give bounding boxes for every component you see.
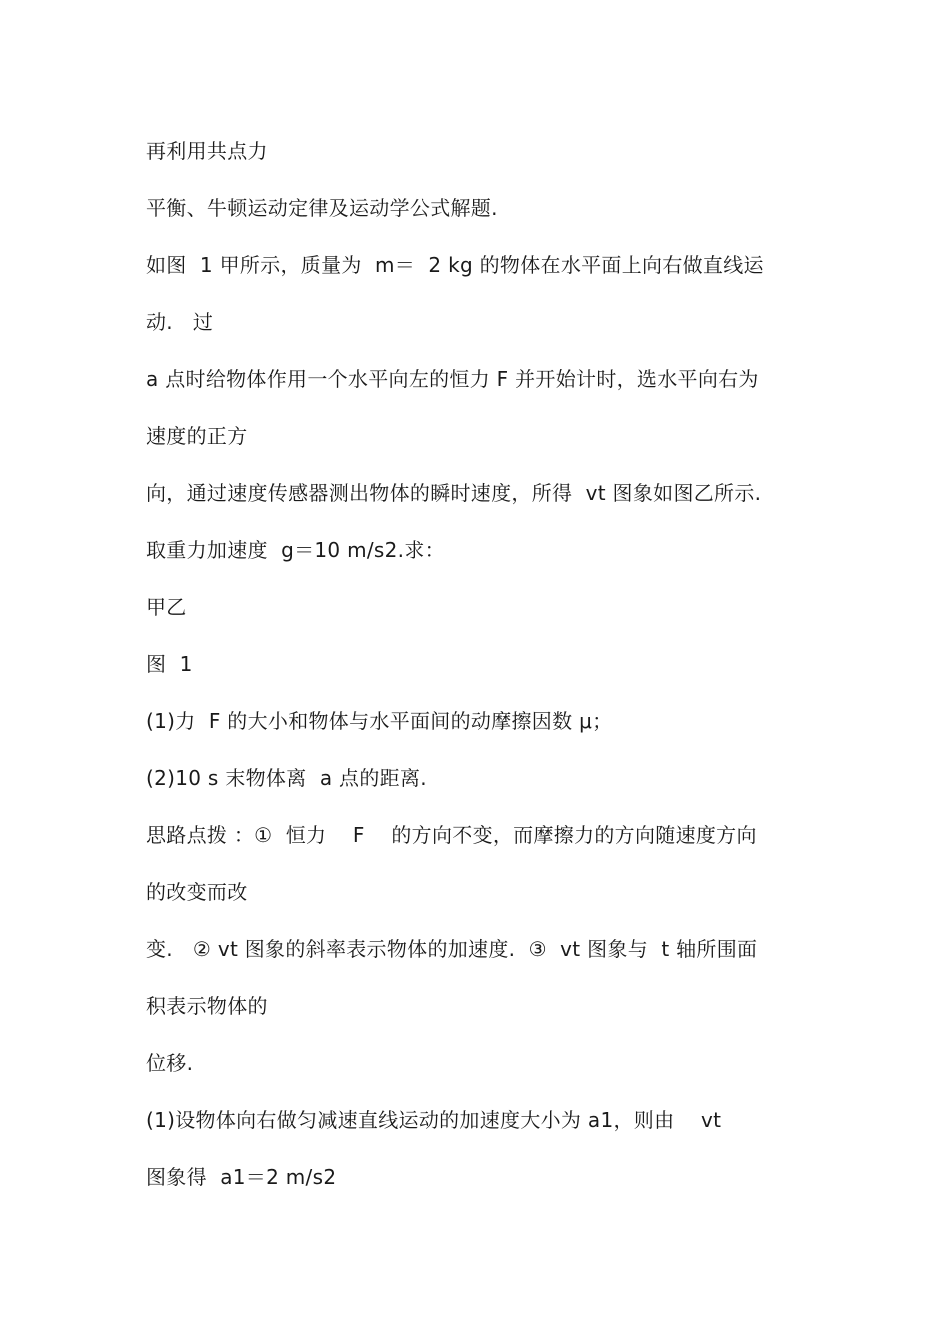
text-line-9: 甲乙 <box>146 595 187 619</box>
text-line-16: 积表示物体的 <box>146 994 268 1018</box>
text-line-1: 再利用共点力 <box>146 139 268 163</box>
text-line-3: 如图 1 甲所示，质量为 m＝ 2 kg 的物体在水平面上向右做直线运 <box>146 253 764 277</box>
text-line-8: 取重力加速度 g＝10 m/s2.求： <box>146 538 445 562</box>
text-line-17: 位移. <box>146 1051 194 1075</box>
text-line-15: 变. ② vt 图象的斜率表示物体的加速度. ③ vt 图象与 t 轴所围面 <box>146 937 758 961</box>
text-line-14: 的改变而改 <box>146 880 248 904</box>
text-line-7: 向，通过速度传感器测出物体的瞬时速度，所得 vt 图象如图乙所示. <box>146 481 762 505</box>
text-line-4: 动. 过 <box>146 310 214 334</box>
text-line-10: 图 1 <box>146 652 193 676</box>
text-line-2: 平衡、牛顿运动定律及运动学公式解题. <box>146 196 498 220</box>
text-line-12: (2)10 s 末物体离 a 点的距离. <box>146 766 427 790</box>
text-line-6: 速度的正方 <box>146 424 248 448</box>
text-line-19: 图象得 a1＝2 m/s2 <box>146 1165 337 1189</box>
text-line-13: 思路点拨 ：① 恒力 F 的方向不变，而摩擦力的方向随速度方向 <box>146 823 757 847</box>
text-line-5: a 点时给物体作用一个水平向左的恒力 F 并开始计时，选水平向右为 <box>146 367 759 391</box>
text-line-18: (1)设物体向右做匀减速直线运动的加速度大小为 a1，则由 vt <box>146 1108 722 1132</box>
text-line-11: (1)力 F 的大小和物体与水平面间的动摩擦因数 μ； <box>146 709 613 733</box>
